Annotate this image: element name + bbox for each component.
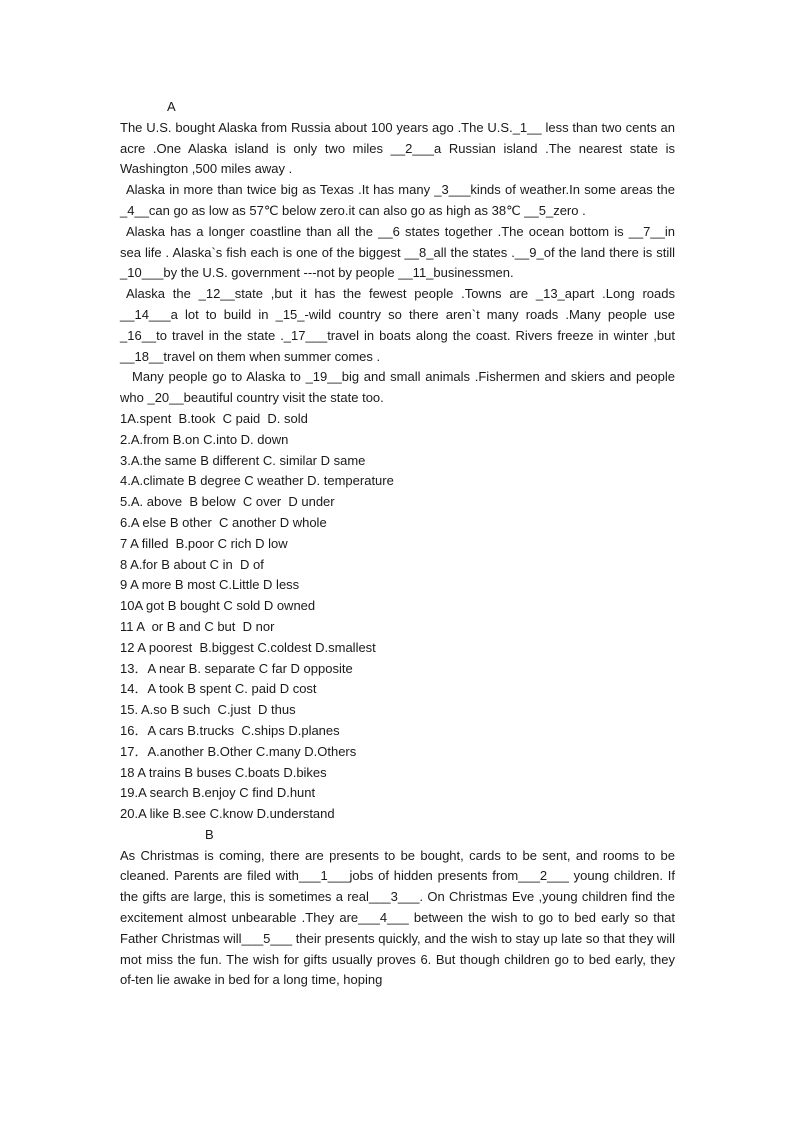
passage-a-paragraph-5: Many people go to Alaska to _19__big and small animals .Fishermen and skiers and people who _20__beautiful country visit the state too. xyxy=(120,369,675,406)
option-line: 7 A filled B.poor C rich D low xyxy=(120,535,288,551)
passage-a-paragraph-1: The U.S. bought Alaska from Russia about 100 years ago .The U.S._1__ less than two cents an acre .One Alaska island is only two miles __2___a Russian island .The nearest state is Washington ,500 miles away . xyxy=(120,119,675,177)
passage-b-paragraph: As Christmas is coming, there are presents to be bought, cards to be sent, and rooms to be cleaned. Parents are filed with___1___jobs of hidden presents from___2___ young children. If the gifts are large, this is sometimes a real___3___. On Christmas Eve ,young children find the excitement almost unbearable .They are___4___ between the wish to go to bed early so that Father Christmas will___5___ their presents quickly, and the wish to stay up late so that they will mot miss the fun. The wish for gifts usually proves 6. But though children go to bed early, they of-ten lie awake in bed for a long time, hoping xyxy=(120,847,675,988)
option-line: 15. A.so B such C.just D thus xyxy=(120,702,296,718)
document-page xyxy=(120,97,675,991)
section-b-heading: B xyxy=(205,826,214,842)
option-line: 13．A near B. separate C far D opposite xyxy=(120,660,353,676)
option-line: 10A got B bought C sold D owned xyxy=(120,598,316,614)
option-line: 18 A trains B buses C.boats D.bikes xyxy=(120,764,327,780)
option-line: 5.A. above B below C over D under xyxy=(120,494,335,510)
passage-a-paragraph-4: Alaska the _12__state ,but it has the fewest people .Towns are _13_apart .Long roads __14___a lot to build in _15_-wild country so there aren`t many roads .Many people use _16__to travel in the state ._17___travel in boats along the coast. Rivers freeze in winter ,but __18__travel on them when summer comes . xyxy=(120,286,675,364)
option-line: 6.A else B other C another D whole xyxy=(120,514,327,530)
option-line: 1A.spent B.took C paid D. sold xyxy=(120,410,308,426)
passage-a-paragraph-3: Alaska has a longer coastline than all the __6 states together .The ocean bottom is __7__in sea life . Alaska`s fish each is one of the biggest __8_all the states .__9_of the land there is still _10___by the U.S. government ---not by people __11_businessmen. xyxy=(120,223,675,281)
option-line: 14．A took B spent C. paid D cost xyxy=(120,681,317,697)
option-line: 20.A like B.see C.know D.understand xyxy=(120,806,335,822)
option-line: 16．A cars B.trucks C.ships D.planes xyxy=(120,722,340,738)
option-line: 2.A.from B.on C.into D. down xyxy=(120,431,289,447)
option-line: 19.A search B.enjoy C find D.hunt xyxy=(120,785,316,801)
section-a-heading: A xyxy=(167,99,176,114)
option-line: 3.A.the same B different C. similar D same xyxy=(120,452,366,468)
passage-a-paragraph-2: Alaska in more than twice big as Texas .It has many _3___kinds of weather.In some areas the _4__can go as low as 57℃ below zero.it can also go as high as 38℃ __5_zero . xyxy=(120,182,675,218)
option-line: 11 A or B and C but D nor xyxy=(120,618,275,634)
option-line: 4.A.climate B degree C weather D. temperature xyxy=(120,473,394,489)
option-line: 9 A more B most C.Little D less xyxy=(120,577,300,593)
options-list xyxy=(120,409,675,825)
option-line: 12 A poorest B.biggest C.coldest D.smallest xyxy=(120,639,376,655)
option-line: 17．A.another B.Other C.many D.Others xyxy=(120,743,357,759)
option-line: 8 A.for B about C in D of xyxy=(120,556,264,572)
